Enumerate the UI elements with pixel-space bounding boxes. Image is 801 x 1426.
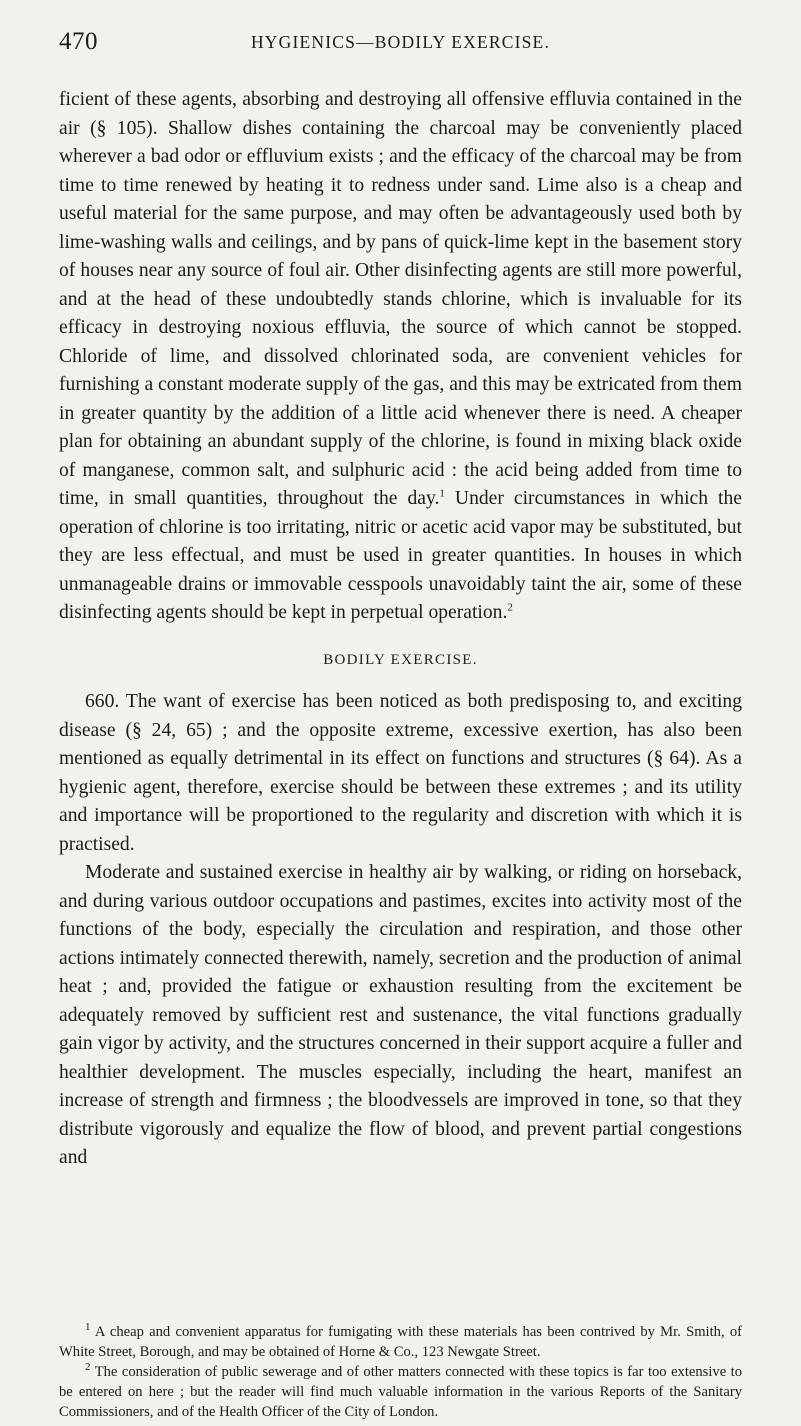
page-number: 470 [59,28,98,55]
footnote-text: The consideration of public sewerage and of other matters connected with these topics is far too extensive to be entered on here ; but the reader will find much valuable information in the various Reports of the Sanitary Commissioners, and of the Health Officer of the City of London. [59,1364,742,1420]
paragraph-moderate-exercise: Moderate and sustained exercise in healthy air by walking, or riding on horseback, and during various outdoor occupations and pastimes, excites into activity most of the functions of the body, especially the circulation and respiration, and those other actions intimately connected therewith, namely, secretion and the production of animal heat ; and, provided the fatigue or exhaustion resulting from the excitement be adequately removed by sufficient rest and sustenance, the vital functions gradually gain vigor by activity, and the structures concerned in their support acquire a fuller and healthier development. The muscles especially, including the heart, manifest an increase of strength and firmness ; the bloodvessels are improved in tone, so that they distribute vigorously and equalize the flow of blood, and prevent partial congestions and [59,862,742,1168]
page-header [59,28,742,58]
paragraph-continuation [59,86,742,628]
running-head: HYGIENICS—BODILY EXERCISE. [250,32,551,52]
footnote-marker: 2 [85,1361,91,1374]
body-text [59,86,742,1173]
section-heading: BODILY EXERCISE. [323,651,478,668]
paragraph-text: ficient of these agents, absorbing and destroying all offensive effluvia contained in the air (§ 105). Shallow dishes containing the charcoal may be conveniently placed wherever a bad odor or effluvium exists ; and the efficacy of the charcoal may be from time to time renewed by heating it to redness under sand. Lime also is a cheap and useful material for the same purpose, and may often be advantageously used both by lime-washing walls and ceilings, and by pans of quick-lime kept in the basement story of houses near any source of foul air. Other disinfecting agents are still more powerful, and at the head of these undoubtedly stands chlorine, which is invaluable for its efficacy in destroying noxious effluvia, the source of which cannot be stopped. Chloride of lime, and dissolved chlorinated soda, are convenient vehicles for furnishing a constant moderate supply of the gas, and this may be extricated from them in greater quantity by the addition of a little acid whenever there is need. A cheaper plan for obtaining an abundant supply of the chlorine, is found in mixing black oxide of manganese, common salt, and sulphuric acid : the acid being added from time to time, in small quantities, throughout the day. [59,89,742,509]
footnote-text: A cheap and convenient apparatus for fumigating with these materials has been contrived by Mr. Smith, of White Street, Borough, and may be obtained of Horne & Co., 123 Newgate Street. [59,1324,742,1360]
paragraph-660: 660. The want of exercise has been noticed as both predisposing to, and exciting disease (§ 24, 65) ; and the opposite extreme, excessive exertion, has also been mentioned as equally detrimental in its effect on functions and structures (§ 64). As a hygienic agent, therefore, exercise should be between these extremes ; and its utility and importance will be proportioned to the regularity and discretion with which it is practised. [59,691,742,855]
footnote-reference: 2 [507,601,513,614]
paragraph-text: Under circumstances in which the operation of chlorine is too irritating, nitric or acetic acid vapor may be substituted, but they are less effectual, and must be used in greater quantities. In houses in which unmanageable drains or immovable cesspools unavoidably taint the air, some of these disinfecting agents should be kept in perpetual operation. [59,488,742,623]
footnote-marker: 1 [85,1321,91,1334]
footnotes [59,1322,742,1422]
footnote-reference: 1 [439,487,445,500]
footnote-1 [59,1322,742,1362]
footnote-2 [59,1362,742,1422]
